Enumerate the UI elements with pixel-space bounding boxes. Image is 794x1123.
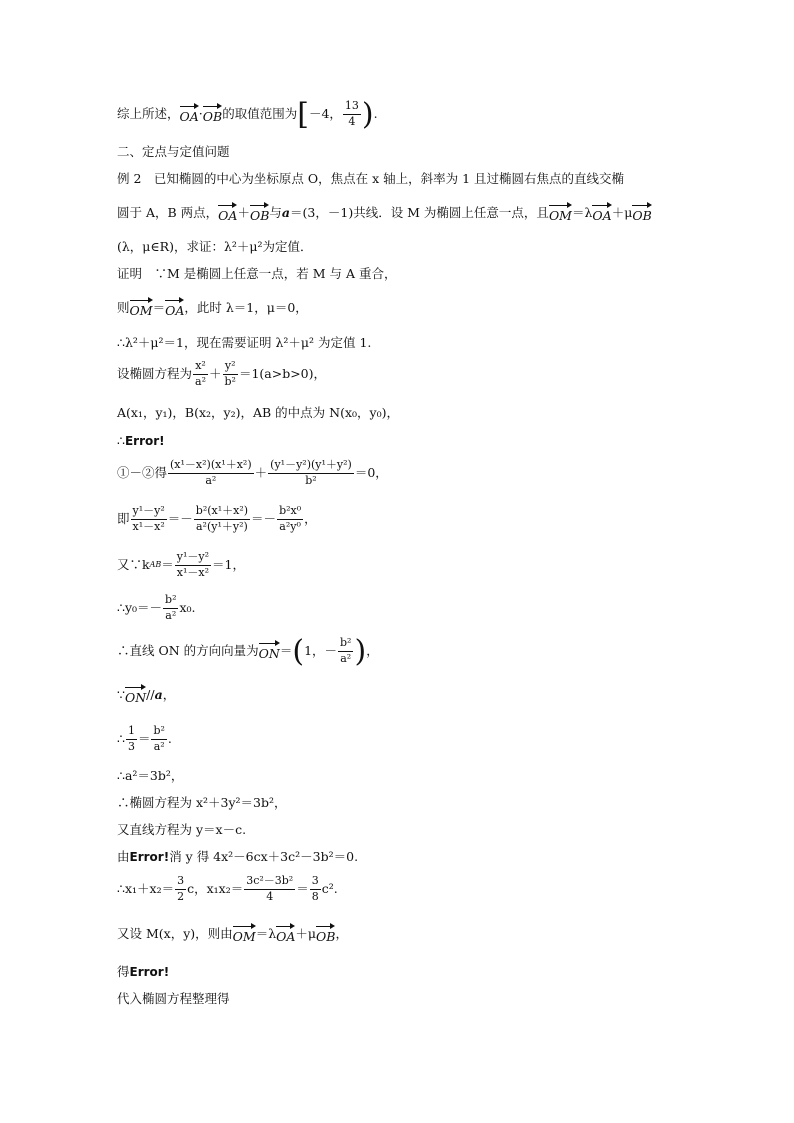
proof-line: ∴椭圆方程为 x²＋3y²＝3b²，: [117, 795, 287, 810]
vector-om: OM: [130, 298, 153, 318]
right-paren: ): [361, 96, 374, 132]
proof-line: ∴λ²＋μ²＝1，现在需要证明 λ²＋μ² 为定值 1.: [117, 335, 372, 350]
fraction: $\frac{13}{4}$: [344, 99, 359, 128]
vector-om: OM: [549, 203, 572, 223]
error-text: Error!: [124, 434, 165, 448]
example-statement-line-3: (λ，μ∈R)，求证：λ²＋μ²为定值．: [117, 239, 313, 254]
proof-line: A(x₁，y₁)，B(x₂，y₂)，AB 的中点为 N(x₀，y₀)，: [117, 405, 399, 420]
vector-ob: OB: [250, 203, 269, 223]
proof-line: 得Error!: [117, 964, 170, 979]
direction-vector-line: ∴直线 ON 的方向向量为 ON ＝ ( 1，－ $\frac{\text{b²}}{\text{a²}}$ ) ，: [117, 633, 379, 669]
vector-oa: OA: [592, 203, 611, 223]
vector-oa: OA: [180, 104, 199, 124]
vector-ob: OB: [632, 203, 651, 223]
vector-oa: OA: [165, 298, 184, 318]
proof-line: ∴y₀＝－ $\frac{\text{b²}}{\text{a²}}$ x₀.: [117, 593, 196, 622]
proof-line: ∴a²＝3b²，: [117, 768, 184, 783]
proof-line: 代入椭圆方程整理得: [117, 991, 230, 1006]
vector-oa: OA: [276, 924, 295, 944]
example-statement-line-1: 例 2 已知椭圆的中心为坐标原点 O，焦点在 x 轴上，斜率为 1 且过椭圆右焦点的直线交椭: [117, 171, 625, 186]
error-text: Error!: [129, 850, 170, 864]
vector-on: ON: [259, 641, 280, 661]
section-heading: 二、定点与定值问题: [117, 144, 230, 159]
slope-line: 又∵k AB ＝ $\frac{\text{y¹－y²}}{\text{x¹－x²}}$ ＝1，: [117, 550, 245, 579]
subtraction-line: ①－②得 $\frac{\text{(x¹－x²)(x¹＋x²)}}{\text{a²}}$ ＋ $\frac{\text{(y¹－y²)(y¹＋y²)}}{\text{b²}}$ ＝0，: [117, 458, 388, 487]
summary-line: 综上所述， OA · OB 的取值范围为 [ －4， $\frac{13}{4}$ ) .: [117, 96, 378, 132]
left-bracket: [: [297, 96, 309, 132]
proof-line: 由Error!消 y 得 4x²－6cx＋3c²－3b²＝0.: [117, 849, 359, 864]
proof-line: 又直线方程为 y＝x－c.: [117, 822, 247, 837]
proof-line: 则 OM ＝ OA ，此时 λ＝1，μ＝0，: [117, 299, 308, 318]
vector-on: ON: [125, 685, 146, 705]
parallel-line: ∵ ON // a ，: [117, 686, 176, 705]
proof-line: 又设 M(x，y)，则由 OM ＝λ OA ＋μ OB ，: [117, 925, 348, 944]
proof-line: ∴Error!: [117, 433, 165, 448]
proof-line: ∴ $\frac{1}{3}$ ＝ $\frac{\text{b²}}{\text{a²}}$ .: [117, 724, 172, 753]
slope-derivation-line: 即 $\frac{\text{y¹－y²}}{\text{x¹－x²}}$ ＝－ $\frac{\text{b²(x¹＋x²)}}{\text{a²(y¹＋y²)}}$ ＝－ $\frac{\text{b²x⁰}}{\text{a²y⁰}}$ ，: [117, 504, 317, 533]
proof-start: 证明 ∵M 是椭圆上任意一点，若 M 与 A 重合，: [117, 266, 397, 281]
example-statement-line-2: 圆于 A，B 两点， OA ＋ OB 与 a ＝(3，－1)共线．设 M 为椭圆上任意一点，且 OM ＝λ OA ＋μ OB: [117, 204, 652, 223]
error-text: Error!: [129, 965, 170, 979]
vieta-line: ∴x₁＋x₂＝ $\frac{3}{2}$ c，x₁x₂＝ $\frac{\text{3c²－3b²}}{4}$ ＝ $\frac{3}{8}$ c².: [117, 874, 338, 903]
vector-ob: OB: [316, 924, 335, 944]
ellipse-equation-line: 设椭圆方程为 $\frac{\text{x²}}{\text{a²}}$ ＋ $\frac{\text{y²}}{\text{b²}}$ ＝1(a>b>0)，: [117, 359, 327, 388]
vector-oa: OA: [218, 203, 237, 223]
vector-om: OM: [233, 924, 256, 944]
vector-ob: OB: [203, 104, 222, 124]
